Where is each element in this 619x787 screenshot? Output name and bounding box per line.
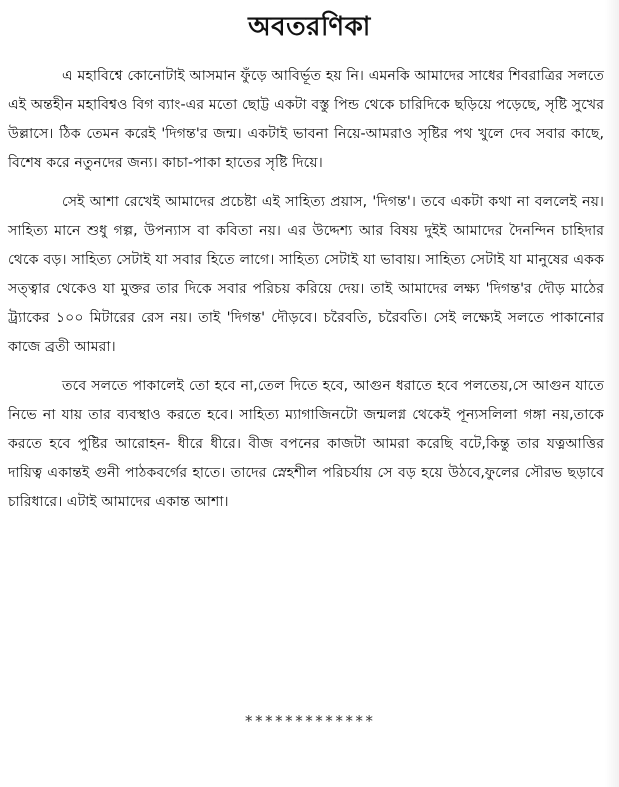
page-edge-shadow [605, 0, 619, 787]
paragraph-3: তবে সলতে পাকালেই তো হবে না,তেল দিতে হবে, আগুন ধরাতে হবে পলতেয়,সে আগুন যাতে নিভে না যায় তার ব্যবস্থাও করতে হবে। সাহিত্য ম্যাগাজিনটো জন্মলগ্ন থেকেই পূন্যসলিলা গঙ্গা নয়,তাকে করতে হবে পুষ্টির আরোহন- ধীরে ধীরে। বীজ বপনের কাজটা আমরা করেছি বটে,কিন্তু তার যত্নআত্তির দায়িত্ব একান্তই গুনী পাঠকবর্গের হাতে। তাদের স্নেহশীল পরিচর্যায় সে বড় হয়ে উঠবে,ফুলের সৌরভ ছড়াবে চারিধারে। এটাই আমাদের একান্ত আশা। [8, 378, 604, 510]
document-title: অবতরণিকা [248, 12, 371, 42]
section-divider: ************* [244, 712, 375, 730]
document-body [8, 62, 604, 527]
paragraph-1: এ মহাবিশ্বে কোনোটাই আসমান ফুঁড়ে আবির্ভূত হয় নি। এমনকি আমাদের সাধের শিবরাত্রির সলতে এই অন্তহীন মহাবিশ্বও বিগ ব্যাং-এর মতো ছোট্ট একটা বস্তু পিন্ড থেকে চারিদিকে ছড়িয়ে পড়েছে, সৃষ্টি সুখের উল্লাসে। ঠিক তেমন করেই 'দিগন্ত'র জন্ম। একটাই ভাবনা নিয়ে-আমরাও সৃষ্টির পথ খুলে দেব সবার কাছে, বিশেষ করে নতুনদের জন্য। কাচা-পাকা হাতের সৃষ্টি দিয়ে। [8, 68, 604, 171]
paragraph-2: সেই আশা রেখেই আমাদের প্রচেষ্টা এই সাহিত্য প্রয়াস, 'দিগন্ত'। তবে একটা কথা না বললেই নয়। সাহিত্য মানে শুধু গল্প, উপন্যাস বা কবিতা নয়। এর উদ্দেশ্য আর বিষয় দুইই আমাদের দৈনন্দিন চাহিদার থেকে বড়। সাহিত্য সেটাই যা সবার হিতে লাগে। সাহিত্য সেটাই যা ভাবায়। সাহিত্য সেটাই যা মানুষের একক সত্ত্বার থেকেও যা মুক্তর তার দিকে সবার পরিচয় করিয়ে দেয়। তাই আমাদের লক্ষ্য 'দিগন্ত'র দৌড় মাঠের ট্র্যাকের ১০০ মিটারের রেস নয়। তাই 'দিগন্ত' দৌড়বে। চরৈবতি, চরৈবতি। সেই লক্ষ্যেই সলতে পাকানোর কাজে ব্রতী আমরা। [8, 194, 604, 355]
